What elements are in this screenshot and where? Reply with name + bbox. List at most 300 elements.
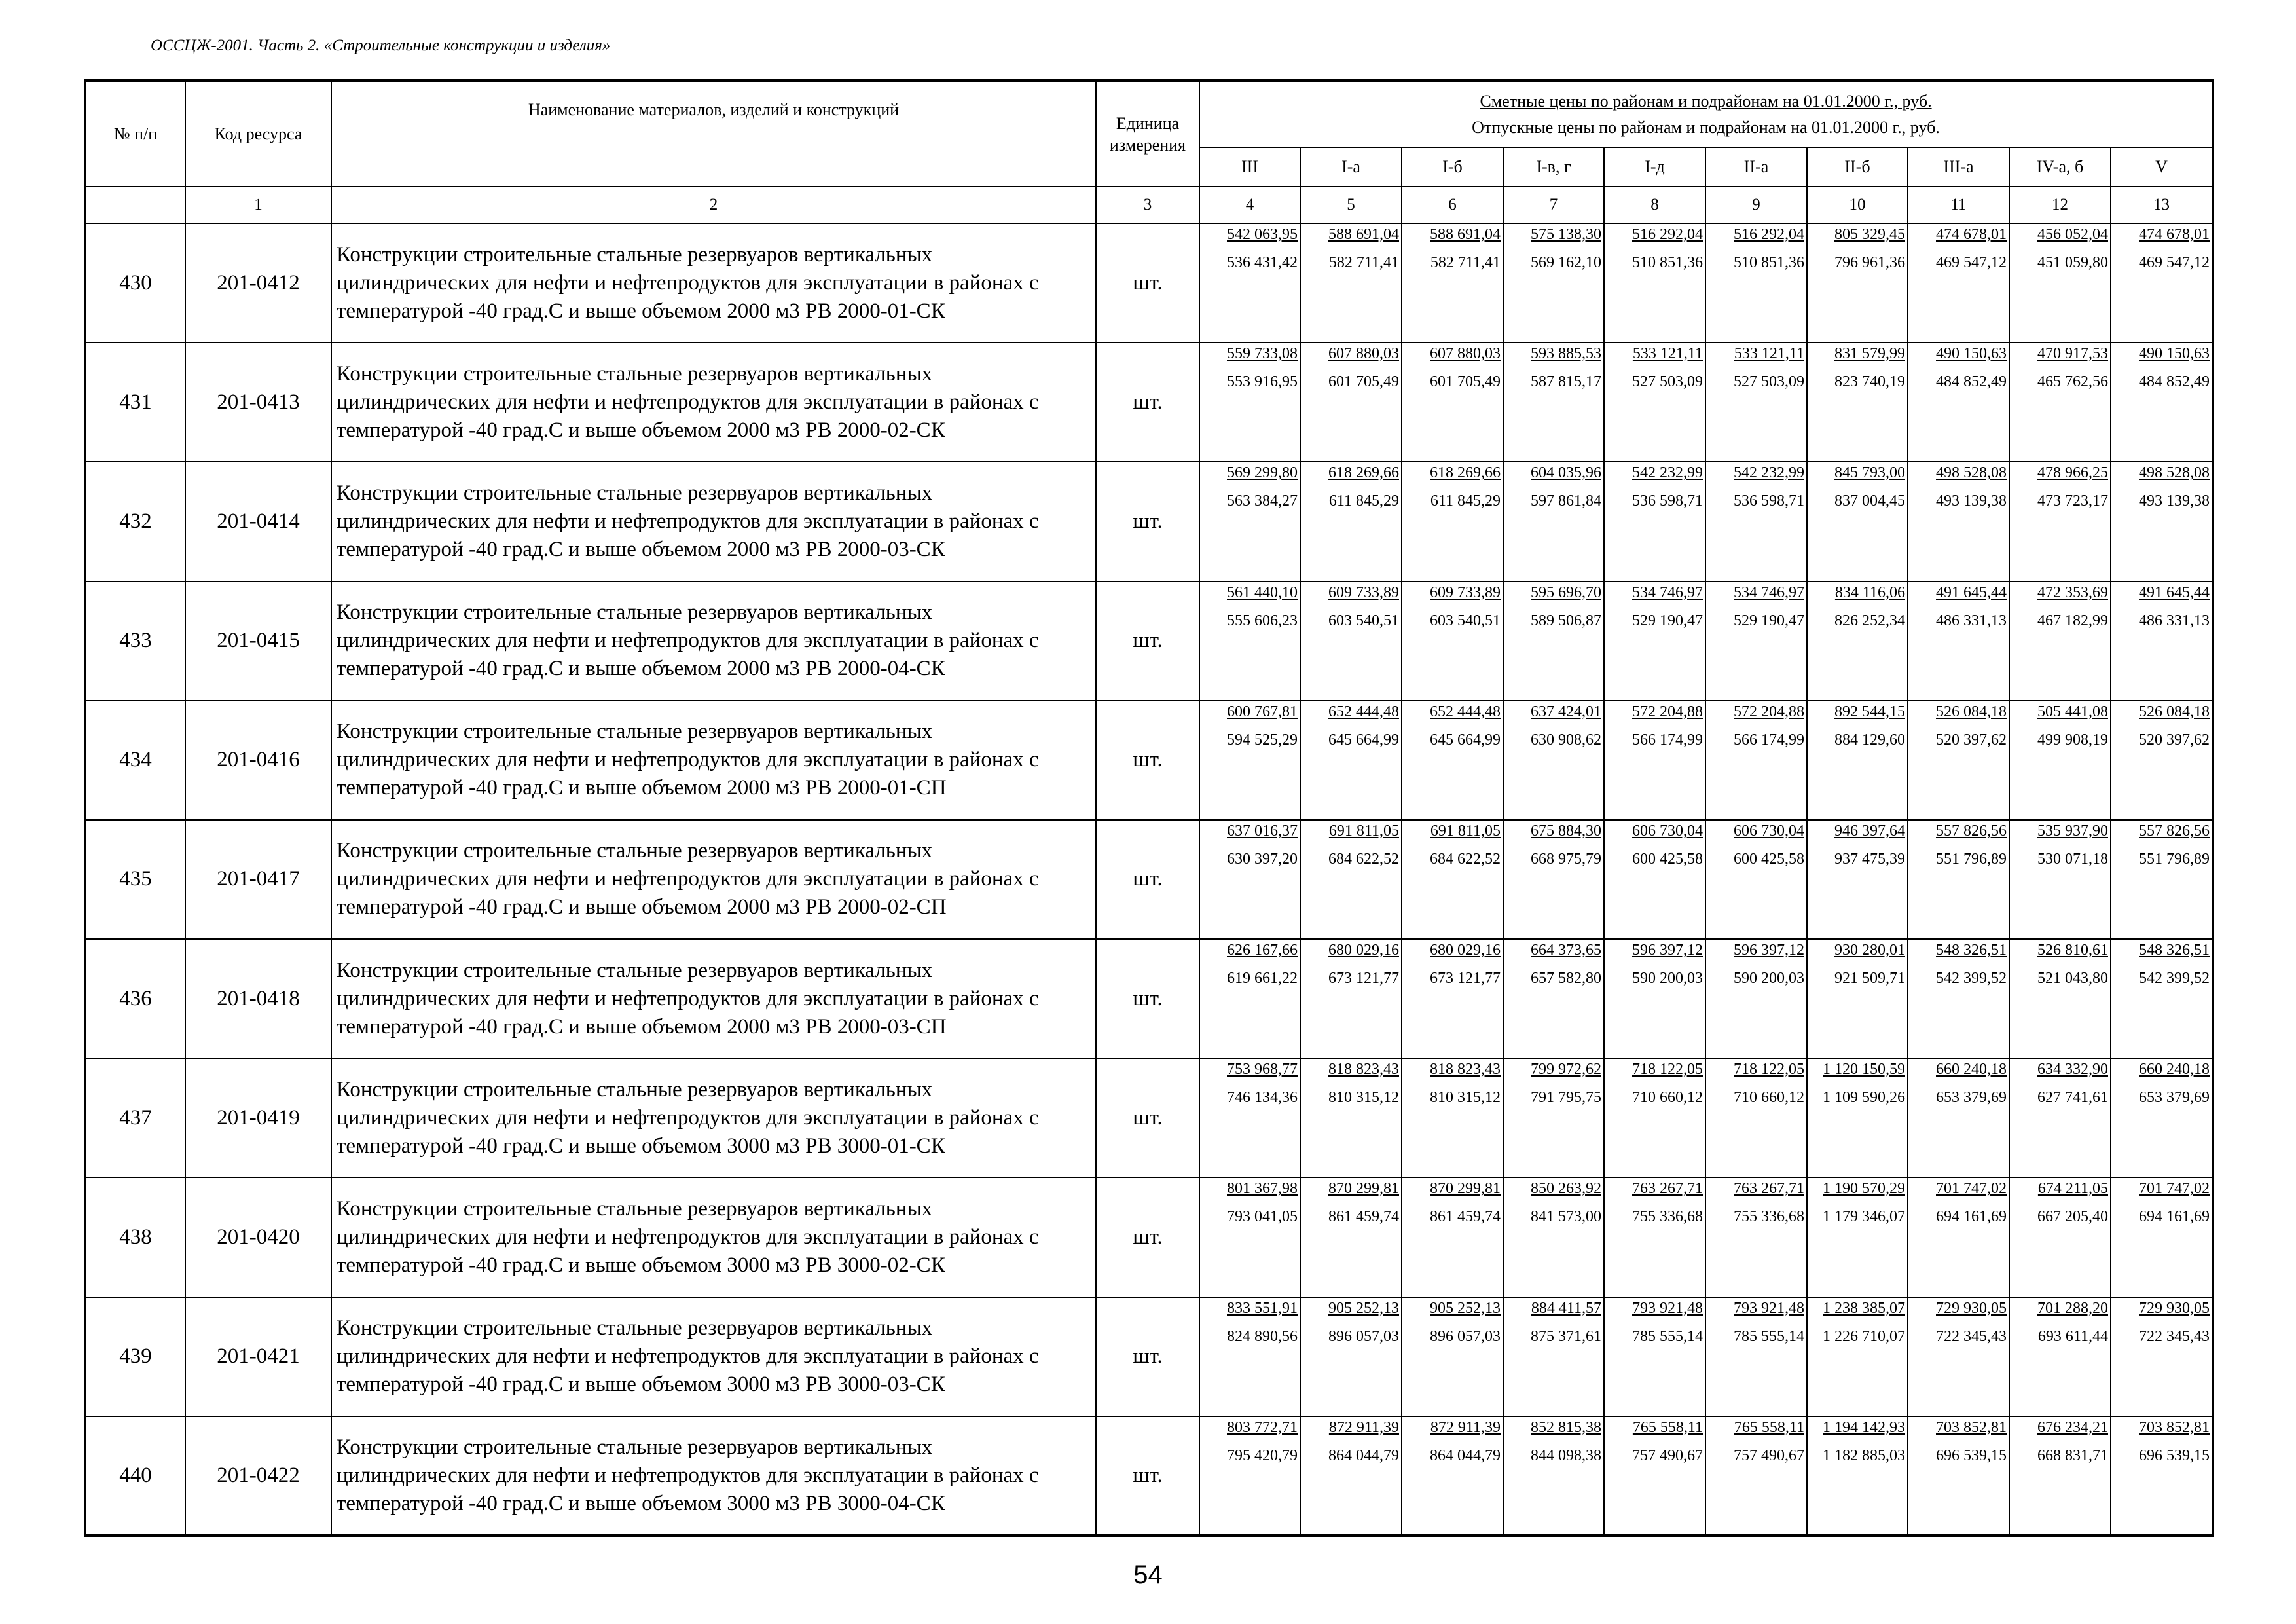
release-price: 696 539,15 <box>1936 1447 2007 1464</box>
estimate-price: 1 120 150,59 <box>1823 1061 1905 1079</box>
release-price: 611 845,29 <box>1328 492 1399 510</box>
estimate-price: 884 411,57 <box>1531 1299 1601 1317</box>
estimate-price: 872 911,39 <box>1430 1418 1501 1436</box>
price-cell <box>1604 223 1705 342</box>
release-price: 824 890,56 <box>1227 1327 1298 1345</box>
price-cell <box>1199 820 1300 939</box>
column-number: 7 <box>1503 187 1604 223</box>
estimate-price: 818 823,43 <box>1328 1061 1399 1079</box>
estimate-price: 675 884,30 <box>1531 822 1601 840</box>
estimate-price: 765 558,11 <box>1632 1418 1703 1436</box>
price-cell <box>1402 820 1503 939</box>
item-name: Конструкции строительные стальные резервуаров вертикальных цилиндрических для нефти и нефтепродуктов для эксплуатации в районах с температурой -40 град.С и выше объемом 2000 м3 РВ 2000-02-СП <box>331 820 1096 939</box>
estimate-price: 498 528,08 <box>1936 464 2007 482</box>
row-number: 430 <box>85 223 185 342</box>
price-cell <box>1807 1177 1908 1297</box>
release-price: 484 852,49 <box>1936 373 2007 391</box>
price-cell <box>1807 1297 1908 1416</box>
item-name: Конструкции строительные стальные резервуаров вертикальных цилиндрических для нефти и нефтепродуктов для эксплуатации в районах с температурой -40 град.С и выше объемом 3000 м3 РВ 3000-03-СК <box>331 1297 1096 1416</box>
estimate-price: 905 252,13 <box>1328 1299 1399 1317</box>
unit: шт. <box>1096 939 1199 1058</box>
release-price: 484 852,49 <box>2139 373 2210 391</box>
item-name: Конструкции строительные стальные резервуаров вертикальных цилиндрических для нефти и нефтепродуктов для эксплуатации в районах с температурой -40 град.С и выше объемом 2000 м3 РВ 2000-01-СК <box>331 223 1096 342</box>
estimate-price: 831 579,99 <box>1834 345 1905 363</box>
price-cell <box>1503 462 1604 581</box>
estimate-price: 470 917,53 <box>2037 345 2108 363</box>
estimate-price: 596 397,12 <box>1632 942 1703 959</box>
estimate-price: 799 972,62 <box>1531 1061 1601 1079</box>
price-cell <box>1402 1416 1503 1536</box>
release-price: 694 161,69 <box>2139 1208 2210 1226</box>
estimate-price: 634 332,90 <box>2037 1061 2108 1079</box>
resource-code: 201-0419 <box>185 1058 331 1177</box>
release-price: 884 129,60 <box>1834 731 1905 748</box>
estimate-price: 588 691,04 <box>1430 226 1501 243</box>
estimate-price: 691 811,05 <box>1328 822 1399 840</box>
resource-code: 201-0414 <box>185 462 331 581</box>
price-cell <box>1503 939 1604 1058</box>
estimate-price: 905 252,13 <box>1430 1299 1501 1317</box>
estimate-price: 845 793,00 <box>1834 464 1905 482</box>
row-number: 431 <box>85 342 185 462</box>
release-price: 536 598,71 <box>1734 492 1804 510</box>
estimate-price: 600 767,81 <box>1227 703 1298 720</box>
price-cell <box>1503 581 1604 701</box>
price-cell <box>2111 342 2213 462</box>
price-table <box>84 79 2214 1537</box>
estimate-price: 491 645,44 <box>2139 583 2210 601</box>
estimate-price: 676 234,21 <box>2037 1418 2108 1436</box>
price-cell <box>2111 1297 2213 1416</box>
header-region: I-в, г <box>1503 147 1604 187</box>
header-price-estimate: Сметные цены по районам и подрайонам на 01.01.2000 г., руб. <box>1480 91 1932 111</box>
release-price: 473 723,17 <box>2037 492 2108 510</box>
column-number: 3 <box>1096 187 1199 223</box>
price-cell <box>1604 939 1705 1058</box>
release-price: 597 861,84 <box>1531 492 1601 510</box>
release-price: 673 121,77 <box>1328 970 1399 987</box>
resource-code: 201-0415 <box>185 581 331 701</box>
unit: шт. <box>1096 1416 1199 1536</box>
estimate-price: 548 326,51 <box>2139 942 2210 959</box>
price-cell <box>1199 939 1300 1058</box>
release-price: 896 057,03 <box>1430 1327 1501 1345</box>
price-cell <box>2111 701 2213 820</box>
release-price: 589 506,87 <box>1531 612 1601 629</box>
estimate-price: 542 232,99 <box>1734 464 1804 482</box>
price-cell <box>1807 939 1908 1058</box>
estimate-price: 548 326,51 <box>1936 942 2007 959</box>
price-cell <box>1300 701 1402 820</box>
estimate-price: 805 329,45 <box>1834 226 1905 243</box>
release-price: 668 831,71 <box>2037 1447 2108 1464</box>
estimate-price: 472 353,69 <box>2037 583 2108 601</box>
price-cell <box>1604 1297 1705 1416</box>
price-cell <box>1503 1297 1604 1416</box>
release-price: 600 425,58 <box>1734 850 1804 868</box>
estimate-price: 557 826,56 <box>2139 822 2210 840</box>
price-cell <box>1807 1058 1908 1177</box>
column-number: 13 <box>2111 187 2213 223</box>
release-price: 795 420,79 <box>1227 1447 1298 1464</box>
estimate-price: 652 444,48 <box>1328 703 1399 720</box>
release-price: 486 331,13 <box>2139 612 2210 629</box>
release-price: 841 573,00 <box>1531 1208 1601 1226</box>
estimate-price: 872 911,39 <box>1328 1418 1399 1436</box>
price-cell <box>2111 1416 2213 1536</box>
release-price: 630 397,20 <box>1227 850 1298 868</box>
estimate-price: 852 815,38 <box>1531 1418 1601 1436</box>
estimate-price: 703 852,81 <box>1936 1418 2007 1436</box>
estimate-price: 618 269,66 <box>1328 464 1399 482</box>
price-cell <box>1402 939 1503 1058</box>
header-region: V <box>2111 147 2213 187</box>
release-price: 611 845,29 <box>1430 492 1501 510</box>
release-price: 837 004,45 <box>1834 492 1905 510</box>
release-price: 785 555,14 <box>1734 1327 1804 1345</box>
row-number: 440 <box>85 1416 185 1536</box>
release-price: 493 139,38 <box>2139 492 2210 510</box>
estimate-price: 534 746,97 <box>1632 583 1703 601</box>
release-price: 529 190,47 <box>1632 612 1703 629</box>
unit: шт. <box>1096 223 1199 342</box>
release-price: 493 139,38 <box>1936 492 2007 510</box>
price-cell <box>1604 1177 1705 1297</box>
release-price: 469 547,12 <box>2139 254 2210 271</box>
estimate-price: 1 194 142,93 <box>1823 1418 1905 1436</box>
price-cell <box>1908 1297 2009 1416</box>
row-number: 437 <box>85 1058 185 1177</box>
release-price: 465 762,56 <box>2037 373 2108 391</box>
estimate-price: 559 733,08 <box>1227 345 1298 363</box>
price-cell <box>2009 820 2111 939</box>
item-name: Конструкции строительные стальные резервуаров вертикальных цилиндрических для нефти и нефтепродуктов для эксплуатации в районах с температурой -40 град.С и выше объемом 2000 м3 РВ 2000-02-СК <box>331 342 1096 462</box>
release-price: 864 044,79 <box>1430 1447 1501 1464</box>
header-region: III-а <box>1908 147 2009 187</box>
price-cell <box>1199 701 1300 820</box>
price-cell <box>1503 342 1604 462</box>
estimate-price: 595 696,70 <box>1531 583 1601 601</box>
release-price: 590 200,03 <box>1632 970 1703 987</box>
price-cell <box>1199 1177 1300 1297</box>
price-cell <box>1604 581 1705 701</box>
estimate-price: 660 240,18 <box>2139 1061 2210 1079</box>
estimate-price: 478 966,25 <box>2037 464 2108 482</box>
price-cell <box>1402 462 1503 581</box>
estimate-price: 763 267,71 <box>1632 1180 1703 1198</box>
release-price: 566 174,99 <box>1734 731 1804 748</box>
release-price: 896 057,03 <box>1328 1327 1399 1345</box>
release-price: 601 705,49 <box>1430 373 1501 391</box>
estimate-price: 618 269,66 <box>1430 464 1501 482</box>
release-price: 793 041,05 <box>1227 1208 1298 1226</box>
price-cell <box>1604 1058 1705 1177</box>
price-cell <box>1300 1177 1402 1297</box>
estimate-price: 609 733,89 <box>1328 583 1399 601</box>
release-price: 627 741,61 <box>2037 1089 2108 1107</box>
estimate-price: 575 138,30 <box>1531 226 1601 243</box>
price-cell <box>1300 820 1402 939</box>
release-price: 603 540,51 <box>1328 612 1399 629</box>
table-row <box>85 1297 2213 1416</box>
header-region: I-а <box>1300 147 1402 187</box>
price-cell <box>1807 223 1908 342</box>
estimate-price: 1 238 385,07 <box>1823 1299 1905 1317</box>
release-price: 563 384,27 <box>1227 492 1298 510</box>
price-cell <box>1199 1058 1300 1177</box>
price-cell <box>1908 342 2009 462</box>
price-cell <box>1199 581 1300 701</box>
estimate-price: 660 240,18 <box>1936 1061 2007 1079</box>
estimate-price: 505 441,08 <box>2037 703 2108 720</box>
resource-code: 201-0418 <box>185 939 331 1058</box>
price-cell <box>1503 701 1604 820</box>
release-price: 785 555,14 <box>1632 1327 1703 1345</box>
price-cell <box>2111 1177 2213 1297</box>
release-price: 551 796,89 <box>1936 850 2007 868</box>
price-cell <box>1908 820 2009 939</box>
table-row <box>85 1177 2213 1297</box>
release-price: 619 661,22 <box>1227 970 1298 987</box>
estimate-price: 490 150,63 <box>1936 345 2007 363</box>
unit: шт. <box>1096 342 1199 462</box>
release-price: 757 490,67 <box>1632 1447 1703 1464</box>
release-price: 645 664,99 <box>1430 731 1501 748</box>
resource-code: 201-0417 <box>185 820 331 939</box>
release-price: 510 851,36 <box>1734 254 1804 271</box>
price-cell <box>1705 701 1807 820</box>
estimate-price: 542 063,95 <box>1227 226 1298 243</box>
page-number: 54 <box>1133 1560 1163 1589</box>
estimate-price: 561 440,10 <box>1227 583 1298 601</box>
row-number: 436 <box>85 939 185 1058</box>
estimate-price: 490 150,63 <box>2139 345 2210 363</box>
estimate-price: 569 299,80 <box>1227 464 1298 482</box>
price-cell <box>1705 581 1807 701</box>
release-price: 864 044,79 <box>1328 1447 1399 1464</box>
price-cell <box>1604 1416 1705 1536</box>
item-name: Конструкции строительные стальные резервуаров вертикальных цилиндрических для нефти и нефтепродуктов для эксплуатации в районах с температурой -40 град.С и выше объемом 3000 м3 РВ 3000-02-СК <box>331 1177 1096 1297</box>
price-cell <box>1503 1058 1604 1177</box>
release-price: 861 459,74 <box>1328 1208 1399 1226</box>
header-price-release: Отпускные цены по районам и подрайонам на 01.01.2000 г., руб. <box>1472 117 1940 137</box>
release-price: 630 908,62 <box>1531 731 1601 748</box>
estimate-price: 703 852,81 <box>2139 1418 2210 1436</box>
release-price: 594 525,29 <box>1227 731 1298 748</box>
release-price: 553 916,95 <box>1227 373 1298 391</box>
price-cell <box>2111 581 2213 701</box>
release-price: 451 059,80 <box>2037 254 2108 271</box>
estimate-price: 572 204,88 <box>1632 703 1703 720</box>
release-price: 645 664,99 <box>1328 731 1399 748</box>
release-price: 527 503,09 <box>1632 373 1703 391</box>
estimate-price: 593 885,53 <box>1531 345 1601 363</box>
price-cell <box>1199 342 1300 462</box>
price-cell <box>1300 581 1402 701</box>
estimate-price: 498 528,08 <box>2139 464 2210 482</box>
release-price: 499 908,19 <box>2037 731 2108 748</box>
header-name: Наименование материалов, изделий и конструкций <box>331 81 1096 187</box>
price-cell <box>2111 939 2213 1058</box>
table-row <box>85 1058 2213 1177</box>
row-number: 433 <box>85 581 185 701</box>
release-price: 536 598,71 <box>1632 492 1703 510</box>
price-cell <box>1807 820 1908 939</box>
release-price: 520 397,62 <box>1936 731 2007 748</box>
table-row <box>85 223 2213 342</box>
price-cell <box>1807 462 1908 581</box>
price-cell <box>1908 939 2009 1058</box>
price-cell <box>1604 820 1705 939</box>
release-price: 696 539,15 <box>2139 1447 2210 1464</box>
price-cell <box>1807 342 1908 462</box>
price-cell <box>2009 1416 2111 1536</box>
release-price: 844 098,38 <box>1531 1447 1601 1464</box>
estimate-price: 892 544,15 <box>1834 703 1905 720</box>
unit: шт. <box>1096 1177 1199 1297</box>
release-price: 542 399,52 <box>1936 970 2007 987</box>
estimate-price: 606 730,04 <box>1734 822 1804 840</box>
release-price: 1 179 346,07 <box>1823 1208 1905 1226</box>
estimate-price: 701 288,20 <box>2037 1299 2108 1317</box>
price-cell <box>1705 223 1807 342</box>
release-price: 796 961,36 <box>1834 254 1905 271</box>
release-price: 668 975,79 <box>1531 850 1601 868</box>
price-cell <box>1199 462 1300 581</box>
release-price: 710 660,12 <box>1734 1089 1804 1107</box>
price-cell <box>1300 342 1402 462</box>
estimate-price: 765 558,11 <box>1734 1418 1804 1436</box>
estimate-price: 557 826,56 <box>1936 822 2007 840</box>
price-cell <box>1503 223 1604 342</box>
price-cell <box>1705 1177 1807 1297</box>
estimate-price: 729 930,05 <box>1936 1299 2007 1317</box>
estimate-price: 572 204,88 <box>1734 703 1804 720</box>
estimate-price: 801 367,98 <box>1227 1180 1298 1198</box>
estimate-price: 793 921,48 <box>1632 1299 1703 1317</box>
release-price: 684 622,52 <box>1430 850 1501 868</box>
price-cell <box>1199 1416 1300 1536</box>
price-cell <box>1908 462 2009 581</box>
estimate-price: 637 016,37 <box>1227 822 1298 840</box>
estimate-price: 474 678,01 <box>2139 226 2210 243</box>
price-cell <box>1300 223 1402 342</box>
price-cell <box>1300 1297 1402 1416</box>
price-cell <box>1402 342 1503 462</box>
estimate-price: 701 747,02 <box>1936 1180 2007 1198</box>
release-price: 1 109 590,26 <box>1823 1089 1905 1107</box>
header-region: I-б <box>1402 147 1503 187</box>
release-price: 510 851,36 <box>1632 254 1703 271</box>
column-number: 1 <box>185 187 331 223</box>
price-cell <box>2009 1297 2111 1416</box>
estimate-price: 850 263,92 <box>1531 1180 1601 1198</box>
price-cell <box>1402 1177 1503 1297</box>
estimate-price: 664 373,65 <box>1531 942 1601 959</box>
header-region: IV-а, б <box>2009 147 2111 187</box>
price-cell <box>2009 581 2111 701</box>
column-number: 11 <box>1908 187 2009 223</box>
release-price: 693 611,44 <box>2037 1327 2108 1345</box>
estimate-price: 474 678,01 <box>1936 226 2007 243</box>
price-cell <box>2009 462 2111 581</box>
estimate-price: 607 880,03 <box>1328 345 1399 363</box>
row-number: 438 <box>85 1177 185 1297</box>
release-price: 673 121,77 <box>1430 970 1501 987</box>
estimate-price: 729 930,05 <box>2139 1299 2210 1317</box>
price-cell <box>1705 1416 1807 1536</box>
release-price: 667 205,40 <box>2037 1208 2108 1226</box>
column-number: 10 <box>1807 187 1908 223</box>
price-cell <box>1705 820 1807 939</box>
price-cell <box>1807 1416 1908 1536</box>
price-cell <box>1604 342 1705 462</box>
unit: шт. <box>1096 462 1199 581</box>
release-price: 582 711,41 <box>1328 254 1399 271</box>
header-price-group <box>1199 81 2213 147</box>
estimate-price: 533 121,11 <box>1632 345 1703 363</box>
release-price: 746 134,36 <box>1227 1089 1298 1107</box>
estimate-price: 604 035,96 <box>1531 464 1601 482</box>
row-number: 439 <box>85 1297 185 1416</box>
estimate-price: 834 116,06 <box>1834 583 1905 601</box>
release-price: 551 796,89 <box>2139 850 2210 868</box>
estimate-price: 793 921,48 <box>1734 1299 1804 1317</box>
release-price: 710 660,12 <box>1632 1089 1703 1107</box>
header-num: № п/п <box>85 81 185 187</box>
row-number: 434 <box>85 701 185 820</box>
release-price: 684 622,52 <box>1328 850 1399 868</box>
estimate-price: 535 937,90 <box>2037 822 2108 840</box>
price-cell <box>2111 820 2213 939</box>
estimate-price: 456 052,04 <box>2037 226 2108 243</box>
price-cell <box>1300 1058 1402 1177</box>
estimate-price: 596 397,12 <box>1734 942 1804 959</box>
price-cell <box>1503 1416 1604 1536</box>
release-price: 600 425,58 <box>1632 850 1703 868</box>
table-row <box>85 342 2213 462</box>
item-name: Конструкции строительные стальные резервуаров вертикальных цилиндрических для нефти и нефтепродуктов для эксплуатации в районах с температурой -40 град.С и выше объемом 2000 м3 РВ 2000-03-СП <box>331 939 1096 1058</box>
release-price: 757 490,67 <box>1734 1447 1804 1464</box>
price-cell <box>1402 223 1503 342</box>
release-price: 527 503,09 <box>1734 373 1804 391</box>
column-number: 12 <box>2009 187 2111 223</box>
price-cell <box>1402 581 1503 701</box>
table-row <box>85 581 2213 701</box>
release-price: 722 345,43 <box>1936 1327 2007 1345</box>
estimate-price: 542 232,99 <box>1632 464 1703 482</box>
estimate-price: 652 444,48 <box>1430 703 1501 720</box>
price-cell <box>1807 581 1908 701</box>
release-price: 810 315,12 <box>1328 1089 1399 1107</box>
price-cell <box>1402 1297 1503 1416</box>
estimate-price: 680 029,16 <box>1328 942 1399 959</box>
release-price: 542 399,52 <box>2139 970 2210 987</box>
item-name: Конструкции строительные стальные резервуаров вертикальных цилиндрических для нефти и нефтепродуктов для эксплуатации в районах с температурой -40 град.С и выше объемом 3000 м3 РВ 3000-01-СК <box>331 1058 1096 1177</box>
price-cell <box>1705 462 1807 581</box>
estimate-price: 533 121,11 <box>1734 345 1804 363</box>
price-cell <box>1503 1177 1604 1297</box>
estimate-price: 1 190 570,29 <box>1823 1180 1905 1198</box>
resource-code: 201-0421 <box>185 1297 331 1416</box>
estimate-price: 803 772,71 <box>1227 1418 1298 1436</box>
release-price: 826 252,34 <box>1834 612 1905 629</box>
table-row <box>85 462 2213 581</box>
estimate-price: 534 746,97 <box>1734 583 1804 601</box>
price-cell <box>1908 701 2009 820</box>
release-price: 1 182 885,03 <box>1823 1447 1905 1464</box>
release-price: 582 711,41 <box>1430 254 1501 271</box>
